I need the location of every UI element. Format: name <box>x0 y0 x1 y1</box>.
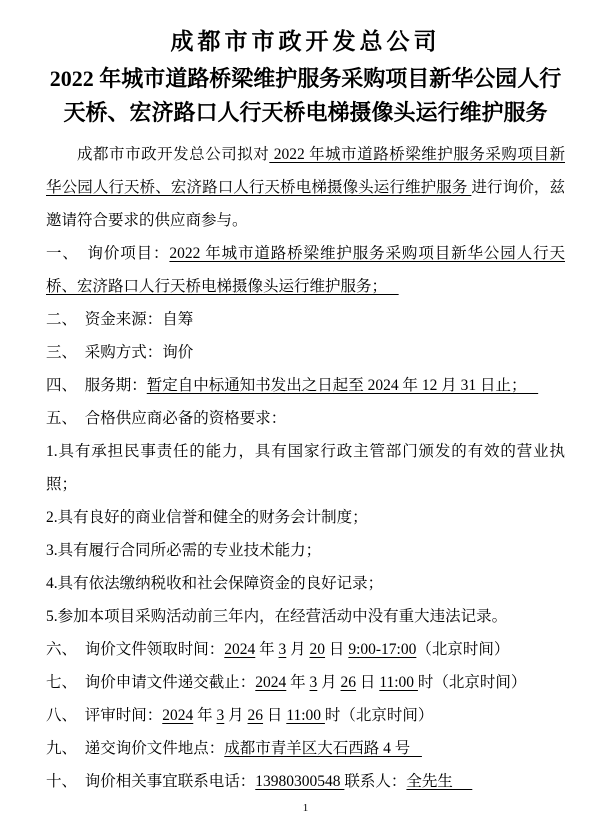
requirement-5 <box>46 600 565 633</box>
item-7-day: 26 <box>340 674 357 691</box>
item-3-label: 三、 采购方式： <box>46 344 163 361</box>
item-10-contact-name: 全先生 <box>406 773 473 790</box>
item-6-day: 20 <box>309 641 326 658</box>
item-6-year-unit: 年 <box>255 641 279 658</box>
requirement-5-text: 5.参加本项目采购活动前三年内，在经营活动中没有重大违法记录。 <box>46 608 508 625</box>
item-6-label: 六、 询价文件领取时间： <box>46 641 225 658</box>
item-9-address: 成都市青羊区大石西路 4 号 <box>224 740 422 757</box>
doc-title: 2022 年城市道路桥梁维护服务采购项目新华公园人行天桥、宏济路口人行天桥电梯摄像头运行维护服务 <box>49 66 562 125</box>
item-10-contact-info <box>46 765 565 798</box>
requirement-1-text: 1.具有承担民事责任的能力，具有国家行政主管部门颁发的有效的营业执照； <box>46 443 565 493</box>
item-7-label: 七、 询价申请文件递交截止： <box>46 674 256 691</box>
intro-lead: 成都市市政开发总公司拟对 <box>77 146 270 163</box>
item-4-value: 暂定自中标通知书发出之日起至 2024 年 12 月 31 日止； <box>146 377 539 394</box>
item-6-month-unit: 月 <box>286 641 310 658</box>
item-8-label: 八、 评审时间： <box>46 707 163 724</box>
item-8-year-unit: 年 <box>193 707 217 724</box>
item-2-label: 二、 资金来源： <box>46 311 163 328</box>
item-8-time: 11:00 <box>286 707 325 724</box>
page-footer <box>46 801 565 815</box>
page-number: 1 <box>302 802 309 814</box>
item-6-day-unit: 日 <box>325 641 349 658</box>
requirement-4-text: 4.具有依法缴纳税收和社会保障资金的良好记录； <box>46 575 384 592</box>
requirement-4 <box>46 567 565 600</box>
item-7-month: 3 <box>309 674 318 691</box>
item-7-tail: 时（北京时间） <box>417 674 527 691</box>
item-6-month: 3 <box>278 641 287 658</box>
item-6-time-range: 9:00-17:00 <box>348 641 417 658</box>
item-8-day: 26 <box>247 707 264 724</box>
item-9-label: 九、 递交询价文件地点： <box>46 740 225 757</box>
item-9-submission-address <box>46 732 565 765</box>
item-8-day-unit: 日 <box>263 707 287 724</box>
item-5-label: 五、 合格供应商必备的资格要求： <box>46 410 287 427</box>
item-1-inquiry-project <box>46 237 565 303</box>
requirement-2 <box>46 501 565 534</box>
item-6-year: 2024 <box>224 641 256 658</box>
item-5-qualification-heading <box>46 402 565 435</box>
item-3-value: 询价 <box>162 344 194 361</box>
item-8-review-time <box>46 699 565 732</box>
item-2-funding-source <box>46 303 565 336</box>
requirement-3 <box>46 534 565 567</box>
item-2-value: 自筹 <box>162 311 194 328</box>
requirement-1 <box>46 435 565 501</box>
item-10-label: 十、 询价相关事宜联系电话： <box>46 773 256 790</box>
intro-tail: 进行询价，兹邀请符合要求的供应商参与。 <box>46 179 565 229</box>
intro-paragraph <box>46 138 565 237</box>
item-1-label: 一、 询价项目： <box>46 245 170 262</box>
item-7-year-unit: 年 <box>286 674 310 691</box>
requirement-3-text: 3.具有履行合同所必需的专业技术能力； <box>46 542 322 559</box>
item-10-contact-label: 联系人： <box>344 773 407 790</box>
item-1-value: 2022 年城市道路桥梁维护服务采购项目新华公园人行天桥、宏济路口人行天桥电梯摄像头运行维护服务； <box>46 245 565 295</box>
item-8-month-unit: 月 <box>224 707 248 724</box>
item-8-tail: 时（北京时间） <box>324 707 434 724</box>
item-6-tail: （北京时间） <box>416 641 510 658</box>
item-7-month-unit: 月 <box>317 674 341 691</box>
project-name-underlined: 2022 年城市道路桥梁维护服务采购项目新华公园人行天桥、宏济路口人行天桥电梯摄像头运行维护服务 <box>46 146 565 196</box>
item-6-document-pickup-time <box>46 633 565 666</box>
item-7-year: 2024 <box>255 674 287 691</box>
item-7-time: 11:00 <box>379 674 418 691</box>
requirement-2-text: 2.具有良好的商业信誉和健全的财务会计制度； <box>46 509 368 526</box>
item-7-submission-deadline <box>46 666 565 699</box>
item-8-month: 3 <box>216 707 225 724</box>
item-4-service-period <box>46 369 565 402</box>
item-10-phone: 13980300548 <box>255 773 345 790</box>
item-8-year: 2024 <box>162 707 194 724</box>
item-7-day-unit: 日 <box>356 674 380 691</box>
item-4-label: 四、 服务期： <box>46 377 147 394</box>
item-3-procurement-method <box>46 336 565 369</box>
org-title: 成都市市政开发总公司 <box>170 29 441 54</box>
